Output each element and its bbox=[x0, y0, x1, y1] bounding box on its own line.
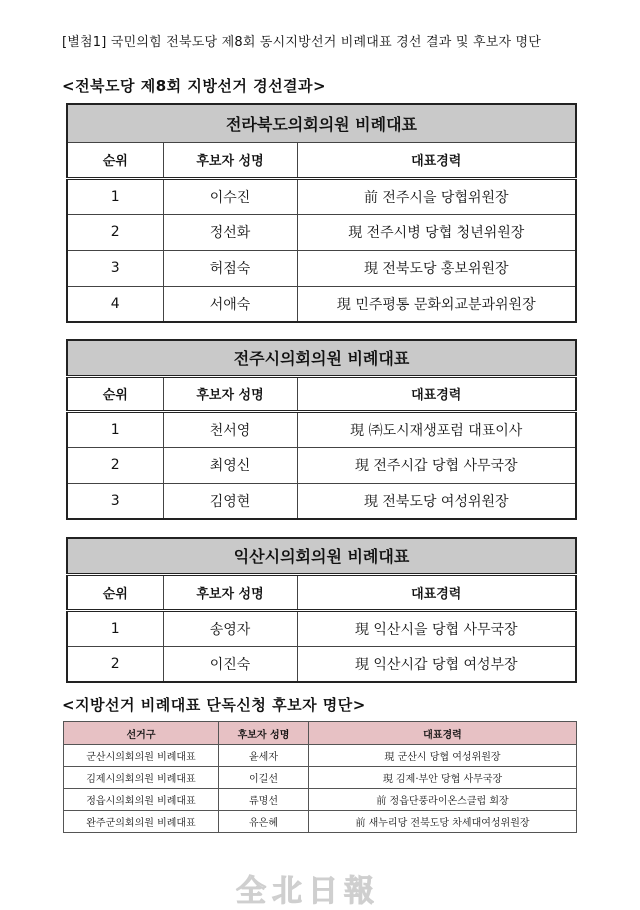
name-cell: 최영신 bbox=[163, 447, 297, 483]
header-row bbox=[67, 376, 576, 411]
table-row bbox=[67, 250, 576, 286]
district-cell: 정읍시의회의원 비례대표 bbox=[64, 789, 219, 811]
header-name: 후보자 성명 bbox=[163, 574, 297, 610]
table-row bbox=[64, 811, 577, 833]
name-cell: 송영자 bbox=[163, 610, 297, 646]
career-cell: 前 전주시을 당협위원장 bbox=[297, 178, 576, 214]
table-row bbox=[64, 767, 577, 789]
name-cell: 허점숙 bbox=[163, 250, 297, 286]
table-row bbox=[64, 789, 577, 811]
header-row bbox=[64, 722, 577, 745]
header-rank: 순위 bbox=[67, 574, 163, 610]
name-cell: 정선화 bbox=[163, 214, 297, 250]
table-title: 익산시의회의원 비례대표 bbox=[67, 538, 576, 574]
newspaper-watermark-logo: 全北日報 bbox=[236, 874, 380, 909]
header-name: 후보자 성명 bbox=[163, 142, 297, 178]
name-cell: 김영현 bbox=[163, 483, 297, 519]
district-cell: 완주군의회의원 비례대표 bbox=[64, 811, 219, 833]
table-iksan-city bbox=[66, 537, 577, 683]
table-row bbox=[67, 483, 576, 519]
career-cell: 前 새누리당 전북도당 차세대여성위원장 bbox=[309, 811, 577, 833]
header-name: 후보자 성명 bbox=[163, 376, 297, 411]
district-cell: 군산시의회의원 비례대표 bbox=[64, 745, 219, 767]
rank-cell: 3 bbox=[67, 250, 163, 286]
name-cell: 윤세자 bbox=[219, 745, 309, 767]
section-title-primary-results: <전북도당 제8회 지방선거 경선결과> bbox=[62, 77, 327, 95]
table-row bbox=[67, 214, 576, 250]
name-cell: 유은혜 bbox=[219, 811, 309, 833]
table-jeonbuk-provincial bbox=[66, 103, 577, 323]
rank-cell: 2 bbox=[67, 214, 163, 250]
rank-cell: 1 bbox=[67, 610, 163, 646]
career-cell: 現 전북도당 여성위원장 bbox=[297, 483, 576, 519]
rank-cell: 1 bbox=[67, 178, 163, 214]
header-career: 대표경력 bbox=[309, 722, 577, 745]
career-cell: 現 ㈜도시재생포럼 대표이사 bbox=[297, 411, 576, 447]
section-title-single-candidates: <지방선거 비례대표 단독신청 후보자 명단> bbox=[62, 696, 366, 714]
name-cell: 이길선 bbox=[219, 767, 309, 789]
header-rank: 순위 bbox=[67, 376, 163, 411]
district-cell: 김제시의회의원 비례대표 bbox=[64, 767, 219, 789]
header-row bbox=[67, 142, 576, 178]
table-single-candidates bbox=[63, 721, 577, 833]
name-cell: 천서영 bbox=[163, 411, 297, 447]
header-district: 선거구 bbox=[64, 722, 219, 745]
career-cell: 現 전주시병 당협 청년위원장 bbox=[297, 214, 576, 250]
career-cell: 現 군산시 당협 여성위원장 bbox=[309, 745, 577, 767]
document-title: [별첨1] 국민의힘 전북도당 제8회 동시지방선거 비례대표 경선 결과 및 후보자 명단 bbox=[62, 35, 542, 50]
career-cell: 現 전북도당 홍보위원장 bbox=[297, 250, 576, 286]
header-row bbox=[67, 574, 576, 610]
rank-cell: 1 bbox=[67, 411, 163, 447]
header-career: 대표경력 bbox=[297, 142, 576, 178]
table-jeonju-city bbox=[66, 339, 577, 520]
header-career: 대표경력 bbox=[297, 574, 576, 610]
name-cell: 이수진 bbox=[163, 178, 297, 214]
header-career: 대표경력 bbox=[297, 376, 576, 411]
name-cell: 이진숙 bbox=[163, 646, 297, 682]
rank-cell: 2 bbox=[67, 447, 163, 483]
table-row bbox=[67, 286, 576, 322]
table-title: 전주시의회의원 비례대표 bbox=[67, 340, 576, 376]
career-cell: 現 익산시을 당협 사무국장 bbox=[297, 610, 576, 646]
table-row bbox=[64, 745, 577, 767]
table-title: 전라북도의회의원 비례대표 bbox=[67, 104, 576, 142]
rank-cell: 2 bbox=[67, 646, 163, 682]
rank-cell: 3 bbox=[67, 483, 163, 519]
career-cell: 現 김제·부안 당협 사무국장 bbox=[309, 767, 577, 789]
rank-cell: 4 bbox=[67, 286, 163, 322]
career-cell: 前 정읍단풍라이온스클럽 회장 bbox=[309, 789, 577, 811]
header-name: 후보자 성명 bbox=[219, 722, 309, 745]
table-row bbox=[67, 178, 576, 214]
career-cell: 現 전주시갑 당협 사무국장 bbox=[297, 447, 576, 483]
career-cell: 現 민주평통 문화외교분과위원장 bbox=[297, 286, 576, 322]
table-row bbox=[67, 411, 576, 447]
name-cell: 류명선 bbox=[219, 789, 309, 811]
career-cell: 現 익산시갑 당협 여성부장 bbox=[297, 646, 576, 682]
table-row bbox=[67, 447, 576, 483]
table-row bbox=[67, 610, 576, 646]
name-cell: 서애숙 bbox=[163, 286, 297, 322]
table-row bbox=[67, 646, 576, 682]
header-rank: 순위 bbox=[67, 142, 163, 178]
